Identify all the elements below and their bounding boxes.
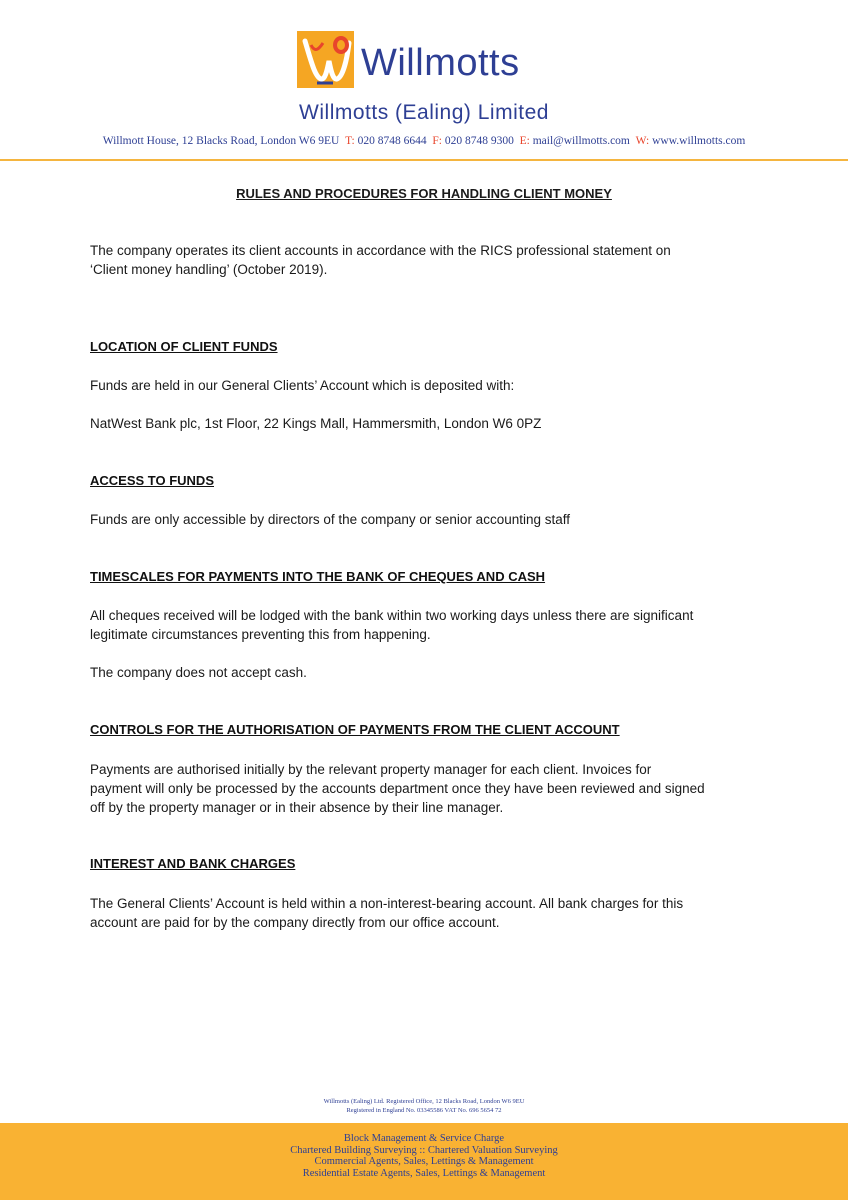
services-list	[0, 1133, 848, 1179]
heading-access: ACCESS TO FUNDS	[90, 473, 214, 488]
access-paragraph: Funds are only accessible by directors of the company or senior accounting staff	[90, 512, 571, 527]
controls-line: payment will only be processed by the accounts department once they have been reviewed and signed	[90, 781, 705, 796]
registration-line: Willmotts (Ealing) Ltd. Registered Office, 12 Blacks Road, London W6 9EU	[323, 1098, 525, 1105]
web-label: W:	[635, 135, 650, 147]
header-divider	[0, 159, 848, 161]
website-link[interactable]: www.willmotts.com	[652, 135, 746, 147]
service-item: Residential Estate Agents, Sales, Lettings & Management	[302, 1167, 546, 1179]
fax-label: F:	[432, 135, 442, 147]
location-paragraph: Funds are held in our General Clients’ Account which is deposited with:	[90, 378, 515, 393]
document-title: RULES AND PROCEDURES FOR HANDLING CLIENT MONEY	[236, 186, 612, 201]
controls-line: Payments are authorised initially by the relevant property manager for each client. Invoices for	[90, 762, 652, 777]
service-item: Block Management & Service Charge	[343, 1133, 505, 1144]
phone-label: T:	[345, 135, 355, 147]
address: Willmott House, 12 Blacks Road, London W6 9EU	[102, 135, 340, 147]
intro-line: The company operates its client accounts in accordance with the RICS professional statement on	[90, 243, 671, 258]
email-address[interactable]: mail@willmotts.com	[532, 135, 630, 147]
timescales-paragraph	[90, 606, 760, 644]
willmotts-logo-mark-icon	[297, 31, 354, 88]
interest-line: The General Clients’ Account is held within a non-interest-bearing account. All bank charges for this	[90, 896, 684, 911]
heading-controls: CONTROLS FOR THE AUTHORISATION OF PAYMENTS FROM THE CLIENT ACCOUNT	[90, 722, 620, 737]
heading-location: LOCATION OF CLIENT FUNDS	[90, 339, 278, 354]
controls-paragraph	[90, 760, 760, 817]
intro-line: ‘Client money handling’ (October 2019).	[90, 262, 328, 277]
company-name: Willmotts (Ealing) Limited	[299, 101, 549, 124]
timescales-line: legitimate circumstances preventing this from happening.	[90, 627, 431, 642]
registration-line: Registered in England No. 03345586 VAT No. 696 5654 72	[346, 1107, 502, 1114]
cash-paragraph: The company does not accept cash.	[90, 665, 307, 680]
timescales-line: All cheques received will be lodged with the bank within two working days unless there are significant	[90, 608, 694, 623]
heading-timescales: TIMESCALES FOR PAYMENTS INTO THE BANK OF CHEQUES AND CASH	[90, 569, 546, 584]
bank-address: NatWest Bank plc, 1st Floor, 22 Kings Mall, Hammersmith, London W6 0PZ	[90, 416, 542, 431]
phone-number: 020 8748 6644	[357, 135, 427, 147]
interest-paragraph	[90, 894, 760, 932]
controls-line: off by the property manager or in their absence by their line manager.	[90, 800, 504, 815]
registration-info	[0, 1097, 848, 1115]
brand-wordmark: Willmotts	[361, 42, 520, 84]
email-label: E:	[519, 135, 530, 147]
service-item: Commercial Agents, Sales, Lettings & Management	[314, 1156, 534, 1167]
heading-interest: INTEREST AND BANK CHARGES	[90, 856, 296, 871]
interest-line: account are paid for by the company directly from our office account.	[90, 915, 500, 930]
willmotts-logo	[297, 31, 557, 93]
service-item: Chartered Building Surveying :: Chartered Valuation Surveying	[290, 1144, 558, 1156]
contact-line	[0, 135, 848, 147]
intro-paragraph	[90, 241, 760, 279]
fax-number: 020 8748 9300	[444, 135, 514, 147]
